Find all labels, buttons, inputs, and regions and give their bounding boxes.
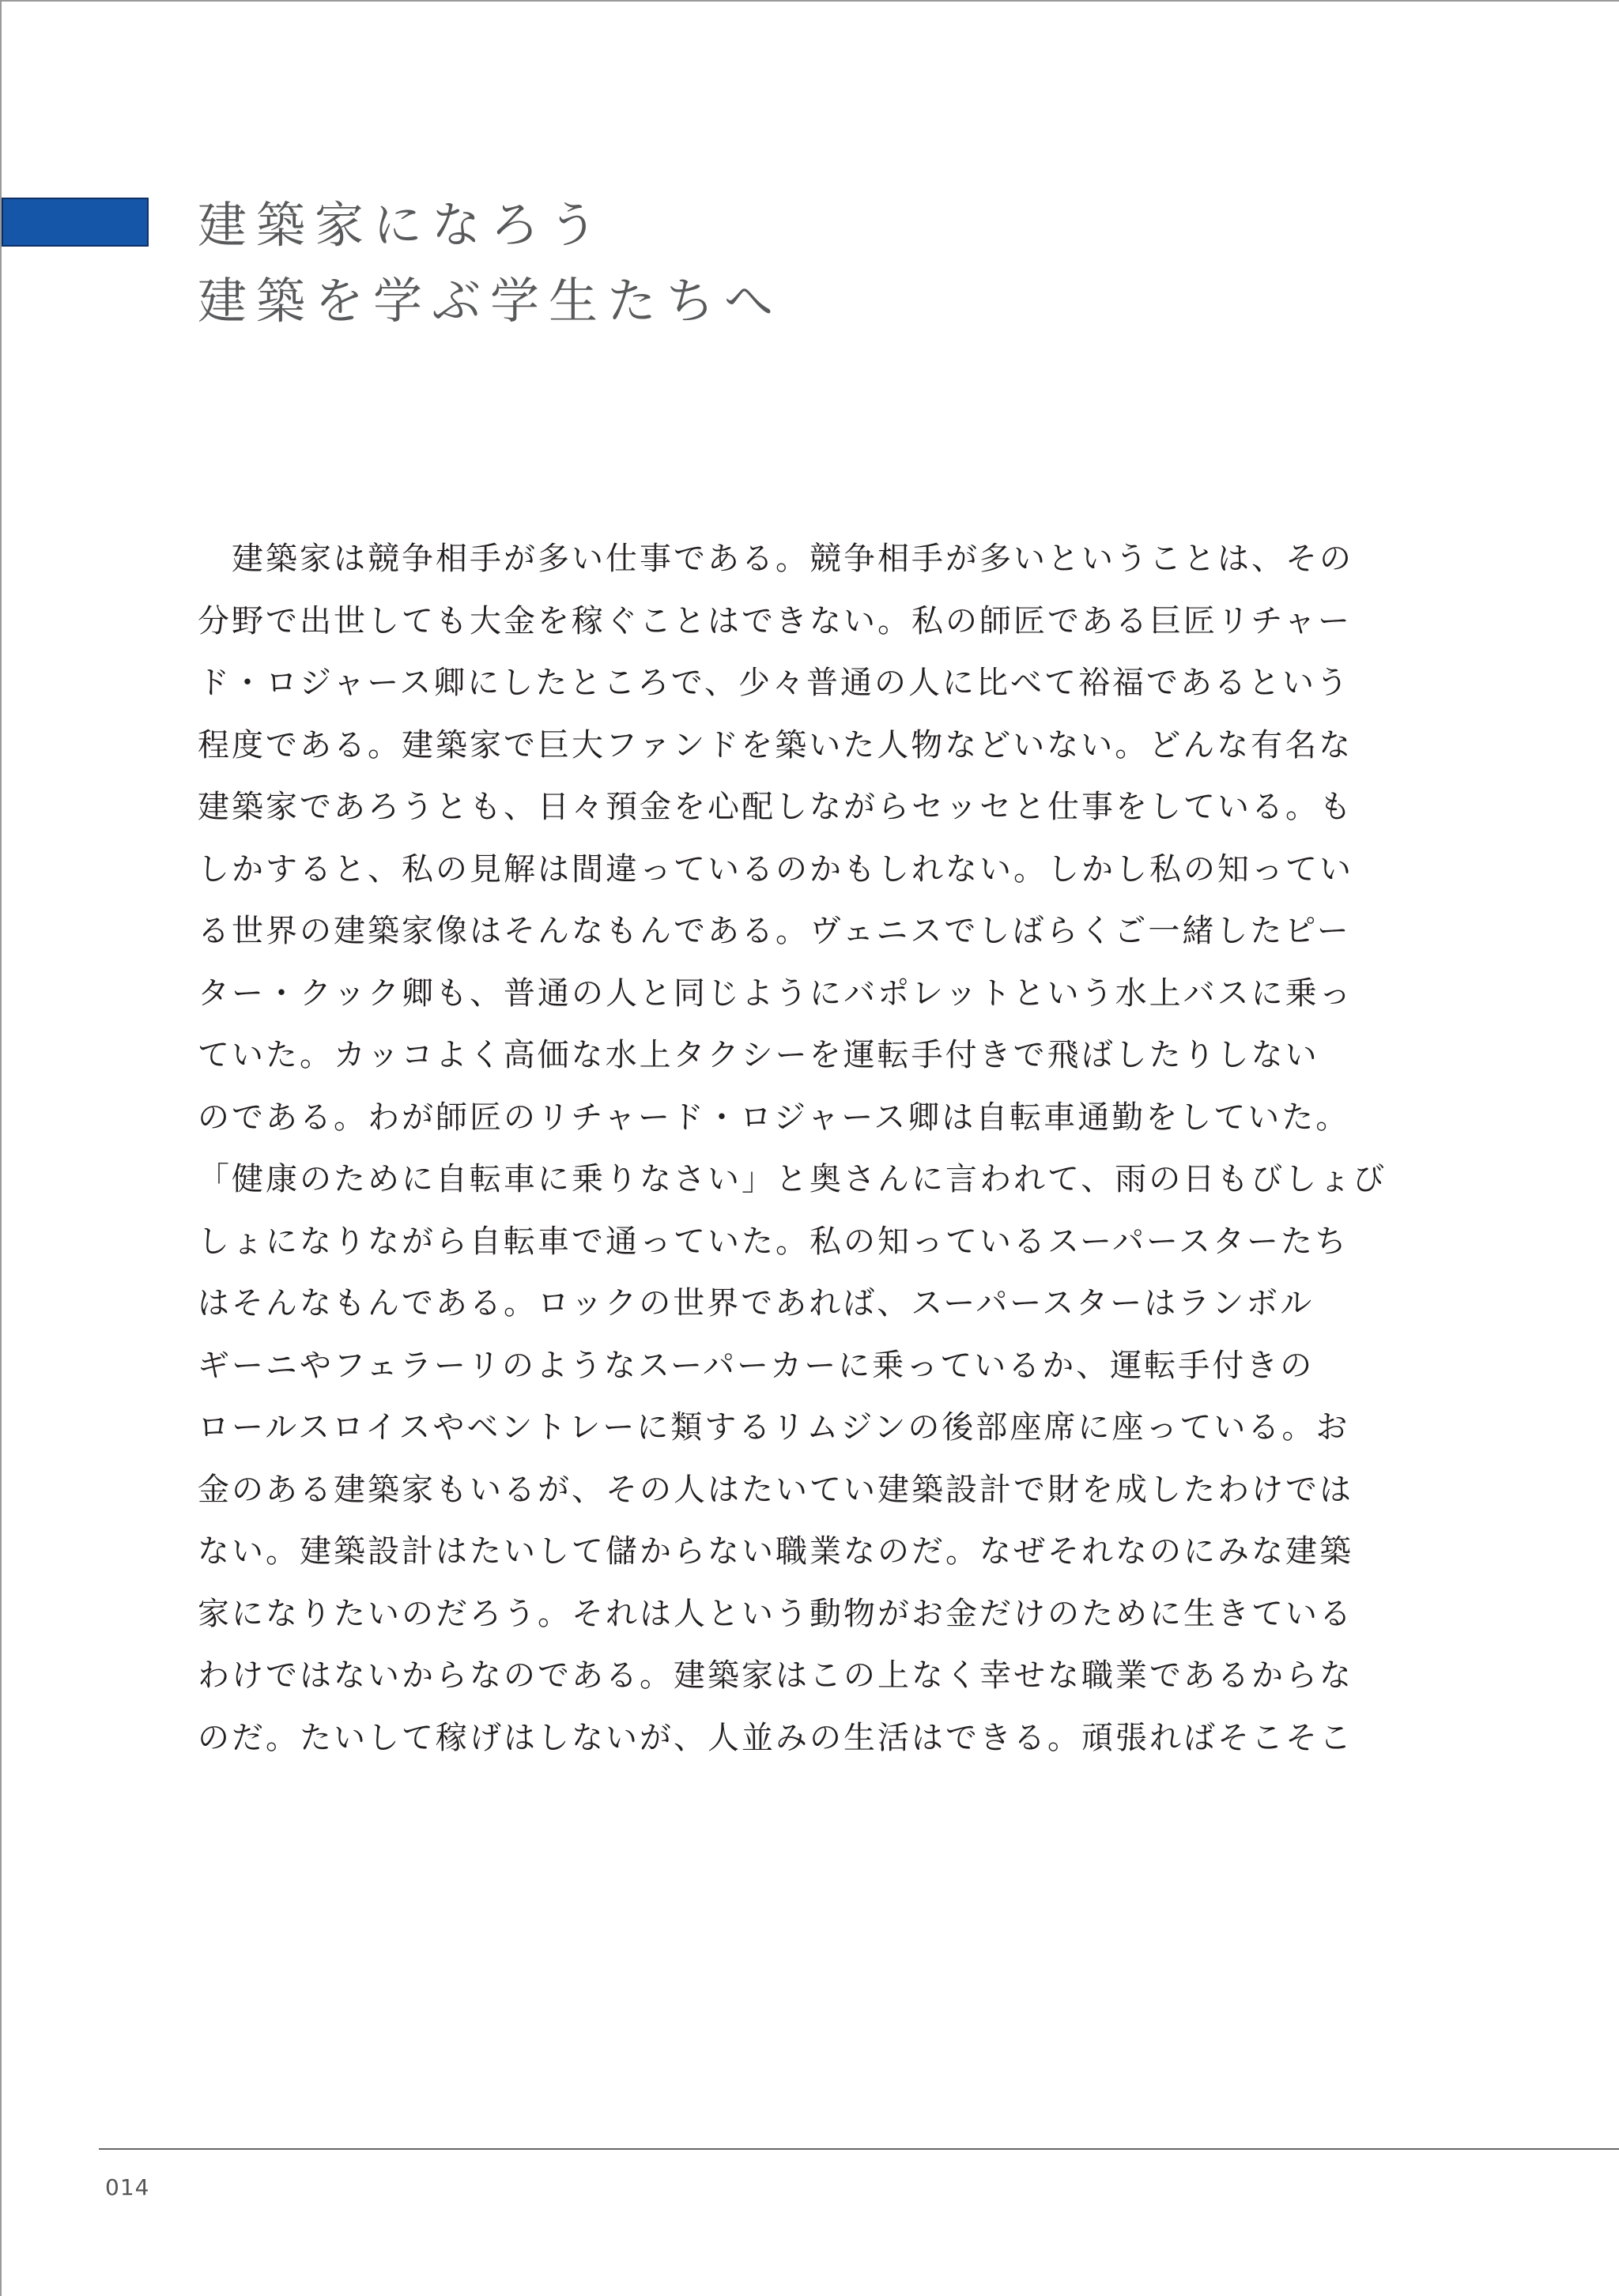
body-line: はそんなもんである。ロックの世界であれば、スーパースターはランボル (198, 1285, 1315, 1321)
body-line: 分野で出世しても大金を稼ぐことはできない。私の師匠である巨匠リチャー (198, 602, 1352, 639)
body-line: 家になりたいのだろう。それは人という動物がお金だけのために生きている (198, 1595, 1353, 1632)
chapter-heading (198, 187, 1146, 339)
body-line: ロールスロイスやベントレーに類するリムジンの後部座席に座っている。お (198, 1409, 1350, 1446)
body-line: ギーニやフェラーリのようなスーパーカーに乗っているか、運転手付きの (198, 1347, 1315, 1384)
body-line: 「健康のために自転車に乗りなさい」と奥さんに言われて、雨の日もびしょび (198, 1161, 1387, 1197)
section-accent-bar (2, 198, 149, 247)
body-line: ド・ロジャース卿にしたところで、少々普通の人に比べて裕福であるという (198, 665, 1350, 701)
body-line: ター・クック卿も、普通の人と同じようにバポレットという水上バスに乗っ (198, 975, 1353, 1012)
body-line: のである。わが師匠のリチャード・ロジャース卿は自転車通勤をしていた。 (198, 1099, 1350, 1136)
body-line: ない。建築設計はたいして儲からない職業なのだ。なぜそれなのにみな建築 (198, 1533, 1353, 1570)
body-text (198, 528, 1431, 1769)
heading-subtitle: 建築を学ぶ学生たちへ (198, 272, 783, 330)
body-line: 程度である。建築家で巨大ファンドを築いた人物などいない。どんな有名な (198, 726, 1353, 763)
body-line: 建築家であろうとも、日々預金を心配しながらセッセと仕事をしている。も (198, 789, 1353, 825)
body-line: 金のある建築家もいるが、その人はたいてい建築設計で財を成したわけでは (198, 1471, 1353, 1508)
body-line: のだ。たいして稼げはしないが、人並みの生活はできる。頑張ればそこそこ (198, 1719, 1353, 1756)
heading-title: 建築家になろう (198, 196, 608, 254)
body-line: しょになりながら自転車で通っていた。私の知っているスーパースターたち (198, 1223, 1349, 1260)
body-line: わけではないからなのである。建築家はこの上なく幸せな職業であるからな (198, 1657, 1353, 1694)
body-line: しかすると、私の見解は間違っているのかもしれない。しかし私の知ってい (198, 850, 1353, 888)
page-number: 014 (105, 2174, 150, 2200)
body-line: る世界の建築家像はそんなもんである。ヴェニスでしばらくご一緒したピー (198, 913, 1351, 949)
body-line: 建築家は競争相手が多い仕事である。競争相手が多いということは、その (198, 541, 1353, 577)
footer-rule (99, 2148, 1619, 2150)
body-line: ていた。カッコよく高価な水上タクシーを運転手付きで飛ばしたりしない (198, 1037, 1319, 1073)
